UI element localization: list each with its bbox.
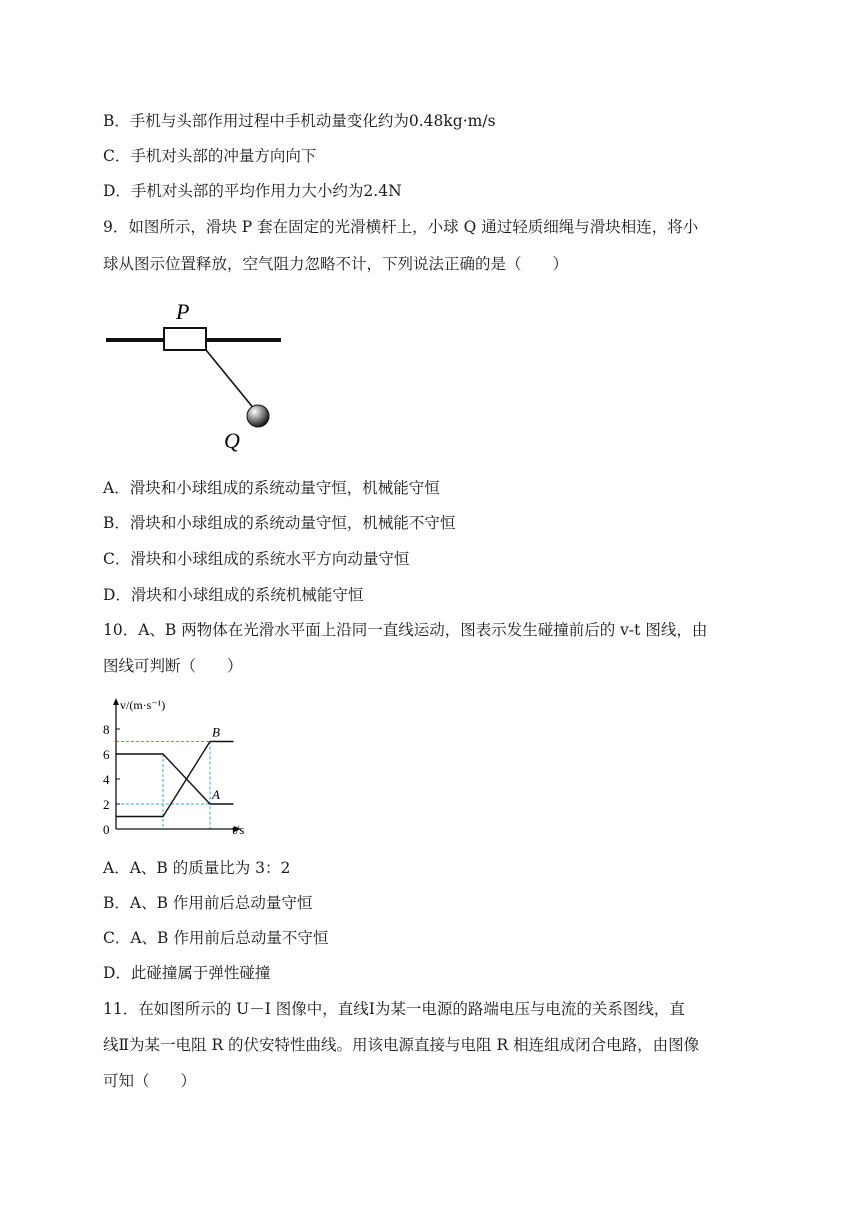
label-q: Q [224, 428, 240, 453]
slider-p [164, 328, 206, 350]
q9-stem-line-2: 球从图示位置释放，空气阻力忽略不计，下列说法正确的是（ ） [103, 255, 569, 273]
q8-option-c: C．手机对头部的冲量方向向下 [103, 147, 317, 165]
ball-q [247, 405, 269, 427]
y-tick-label: 6 [103, 747, 110, 762]
q10-option-d: D．此碰撞属于弹性碰撞 [103, 964, 271, 982]
series-B-line [116, 742, 234, 817]
label-p: P [176, 299, 190, 324]
q11-stem-line-2: 线Ⅱ为某一电阻 R 的伏安特性曲线。用该电源直接与电阻 R 相连组成闭合电路，由图像 [103, 1036, 700, 1054]
q10-option-c: C．A、B 作用前后总动量不守恒 [103, 929, 329, 947]
q9-option-b: B．滑块和小球组成的系统动量守恒，机械能不守恒 [103, 514, 456, 532]
q10-option-a: A．A、B 的质量比为 3：2 [103, 859, 291, 877]
series-A-label: A [212, 787, 220, 802]
y-tick-label: 4 [103, 772, 110, 787]
y-tick-label: 0 [103, 822, 110, 837]
y-axis-label: v/(m·s⁻¹) [120, 698, 166, 712]
q10-stem-line-1: 10．A、B 两物体在光滑水平面上沿同一直线运动，图表示发生碰撞前后的 v-t 图线，由 [103, 621, 708, 639]
q10-vt-chart [98, 690, 268, 840]
y-tick-label: 2 [103, 797, 110, 812]
q9-figure [100, 292, 300, 457]
q9-option-a: A．滑块和小球组成的系统动量守恒，机械能守恒 [103, 479, 440, 497]
q11-stem-line-3: 可知（ ） [103, 1072, 197, 1090]
q9-option-c: C．滑块和小球组成的系统水平方向动量守恒 [103, 550, 410, 568]
q8-option-b: B．手机与头部作用过程中手机动量变化约为0.48kg·m/s [103, 112, 496, 130]
q9-stem-line-1: 9．如图所示，滑块 P 套在固定的光滑横杆上，小球 Q 通过轻质细绳与滑块相连，将小 [103, 218, 699, 236]
q11-stem-line-1: 11．在如图所示的 U－I 图像中，直线Ⅰ为某一电源的路端电压与电流的关系图线，直 [103, 1000, 685, 1018]
q10-option-b: B．A、B 作用前后总动量守恒 [103, 894, 313, 912]
x-axis-label: t/s [232, 822, 245, 837]
y-axis-arrow [113, 698, 119, 705]
q10-stem-line-2: 图线可判断（ ） [103, 657, 243, 675]
q8-option-d: D．手机对头部的平均作用力大小约为2.4N [103, 182, 402, 200]
series-B-label: B [212, 724, 220, 740]
y-tick-label: 8 [103, 722, 110, 737]
q9-option-d: D．滑块和小球组成的系统机械能守恒 [103, 586, 364, 604]
string [206, 350, 255, 410]
